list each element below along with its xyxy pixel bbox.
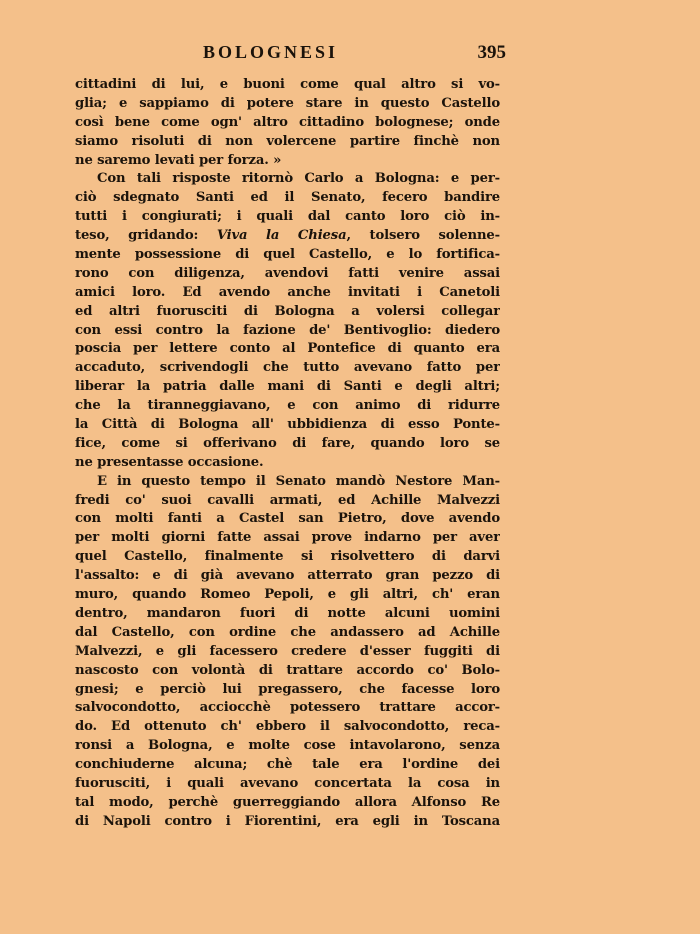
text-line: glia; e sappiamo di potere stare in questo Castello [75, 95, 500, 111]
text-line: Con tali risposte ritornò Carlo a Bologna: e per- [97, 171, 500, 187]
text-line: di Napoli contro i Fiorentini, era egli in Toscana [75, 813, 500, 829]
body-text [75, 76, 500, 832]
text-line: dal Castello, con ordine che andassero ad Achille [75, 624, 500, 640]
text-line [75, 227, 500, 246]
text-line: conchiuderne alcuna; chè tale era l'ordine dei [75, 757, 500, 773]
text-line: con essi contro la fazione de' Bentivoglio: diedero [75, 322, 500, 338]
text-line: nascosto con volontà di trattare accordo co' Bolo- [75, 662, 500, 678]
text-line: tal modo, perchè guerreggiando allora Alfonso Re [75, 794, 500, 810]
page-header [75, 38, 506, 76]
text-line: tutti i congiurati; i quali dal canto loro ciò in- [75, 209, 500, 225]
text-line: liberar la patria dalle mani di Santi e degli altri; [75, 379, 500, 395]
text-line: ne saremo levati per forza. » [75, 152, 282, 168]
text-line: con molti fanti a Castel san Pietro, dove avendo [75, 511, 500, 527]
text-line: così bene come ogn' altro cittadino bolognese; onde [75, 114, 500, 130]
text-line: muro, quando Romeo Pepoli, e gli altri, ch' eran [75, 587, 500, 603]
page-number: 395 [477, 42, 506, 63]
text-line: do. Ed ottenuto ch' ebbero il salvocondotto, reca- [75, 719, 500, 735]
text-line: gnesi; e perciò lui pregassero, che facesse loro [75, 681, 500, 697]
text-line: per molti giorni fatte assai prove indarno per aver [75, 530, 500, 546]
text-line: l'assalto: e di già avevano atterrato gran pezzo di [75, 568, 500, 584]
text-line: quel Castello, finalmente si risolvettero di darvi [75, 549, 500, 565]
text-line: rono con diligenza, avendovi fatti venire assai [75, 265, 500, 281]
running-head: BOLOGNESI [203, 42, 339, 62]
text-line: poscia per lettere conto al Pontefice di quanto era [75, 341, 500, 357]
text-line: dentro, mandaron fuori di notte alcuni uomini [75, 605, 500, 621]
text-line: ciò sdegnato Santi ed il Senato, fecero bandire [75, 190, 500, 206]
text-line: fredi co' suoi cavalli armati, ed Achille Malvezzi [75, 492, 500, 508]
text-line: E in questo tempo il Senato mandò Nestore Man- [97, 473, 500, 489]
text-line: siamo risoluti di non volercene partire finchè non [75, 133, 500, 149]
text-line: la Città di Bologna all' ubbidienza di esso Ponte- [75, 417, 500, 433]
text-line: ed altri fuorusciti di Bologna a volersi collegar [75, 303, 500, 319]
text-line: fice, come si offerivano di fare, quando loro se [75, 435, 500, 451]
book-page [75, 38, 506, 832]
text-line: ronsi a Bologna, e molte cose intavolarono, senza [75, 738, 500, 754]
text-line: che la tiranneggiavano, e con animo di ridurre [75, 398, 500, 414]
text-line: cittadini di lui, e buoni come qual altro si vo- [75, 77, 500, 92]
text-segment: teso, gridando: [75, 228, 217, 244]
text-line: ne presentasse occasione. [75, 454, 264, 470]
italic-phrase: Viva la Chiesa [216, 228, 347, 244]
text-line: Malvezzi, e gli facessero credere d'esser fuggiti di [75, 643, 500, 659]
text-line: accaduto, scrivendogli che tutto avevano fatto per [75, 360, 500, 376]
text-segment: , tolsero solenne- [346, 228, 500, 244]
text-line: amici loro. Ed avendo anche invitati i Canetoli [75, 284, 500, 300]
text-line: fuorusciti, i quali avevano concertata la cosa in [75, 775, 500, 791]
text-line: mente possessione di quel Castello, e lo fortifica- [75, 247, 500, 263]
text-line: salvocondotto, acciocchè potessero trattare accor- [75, 700, 500, 716]
